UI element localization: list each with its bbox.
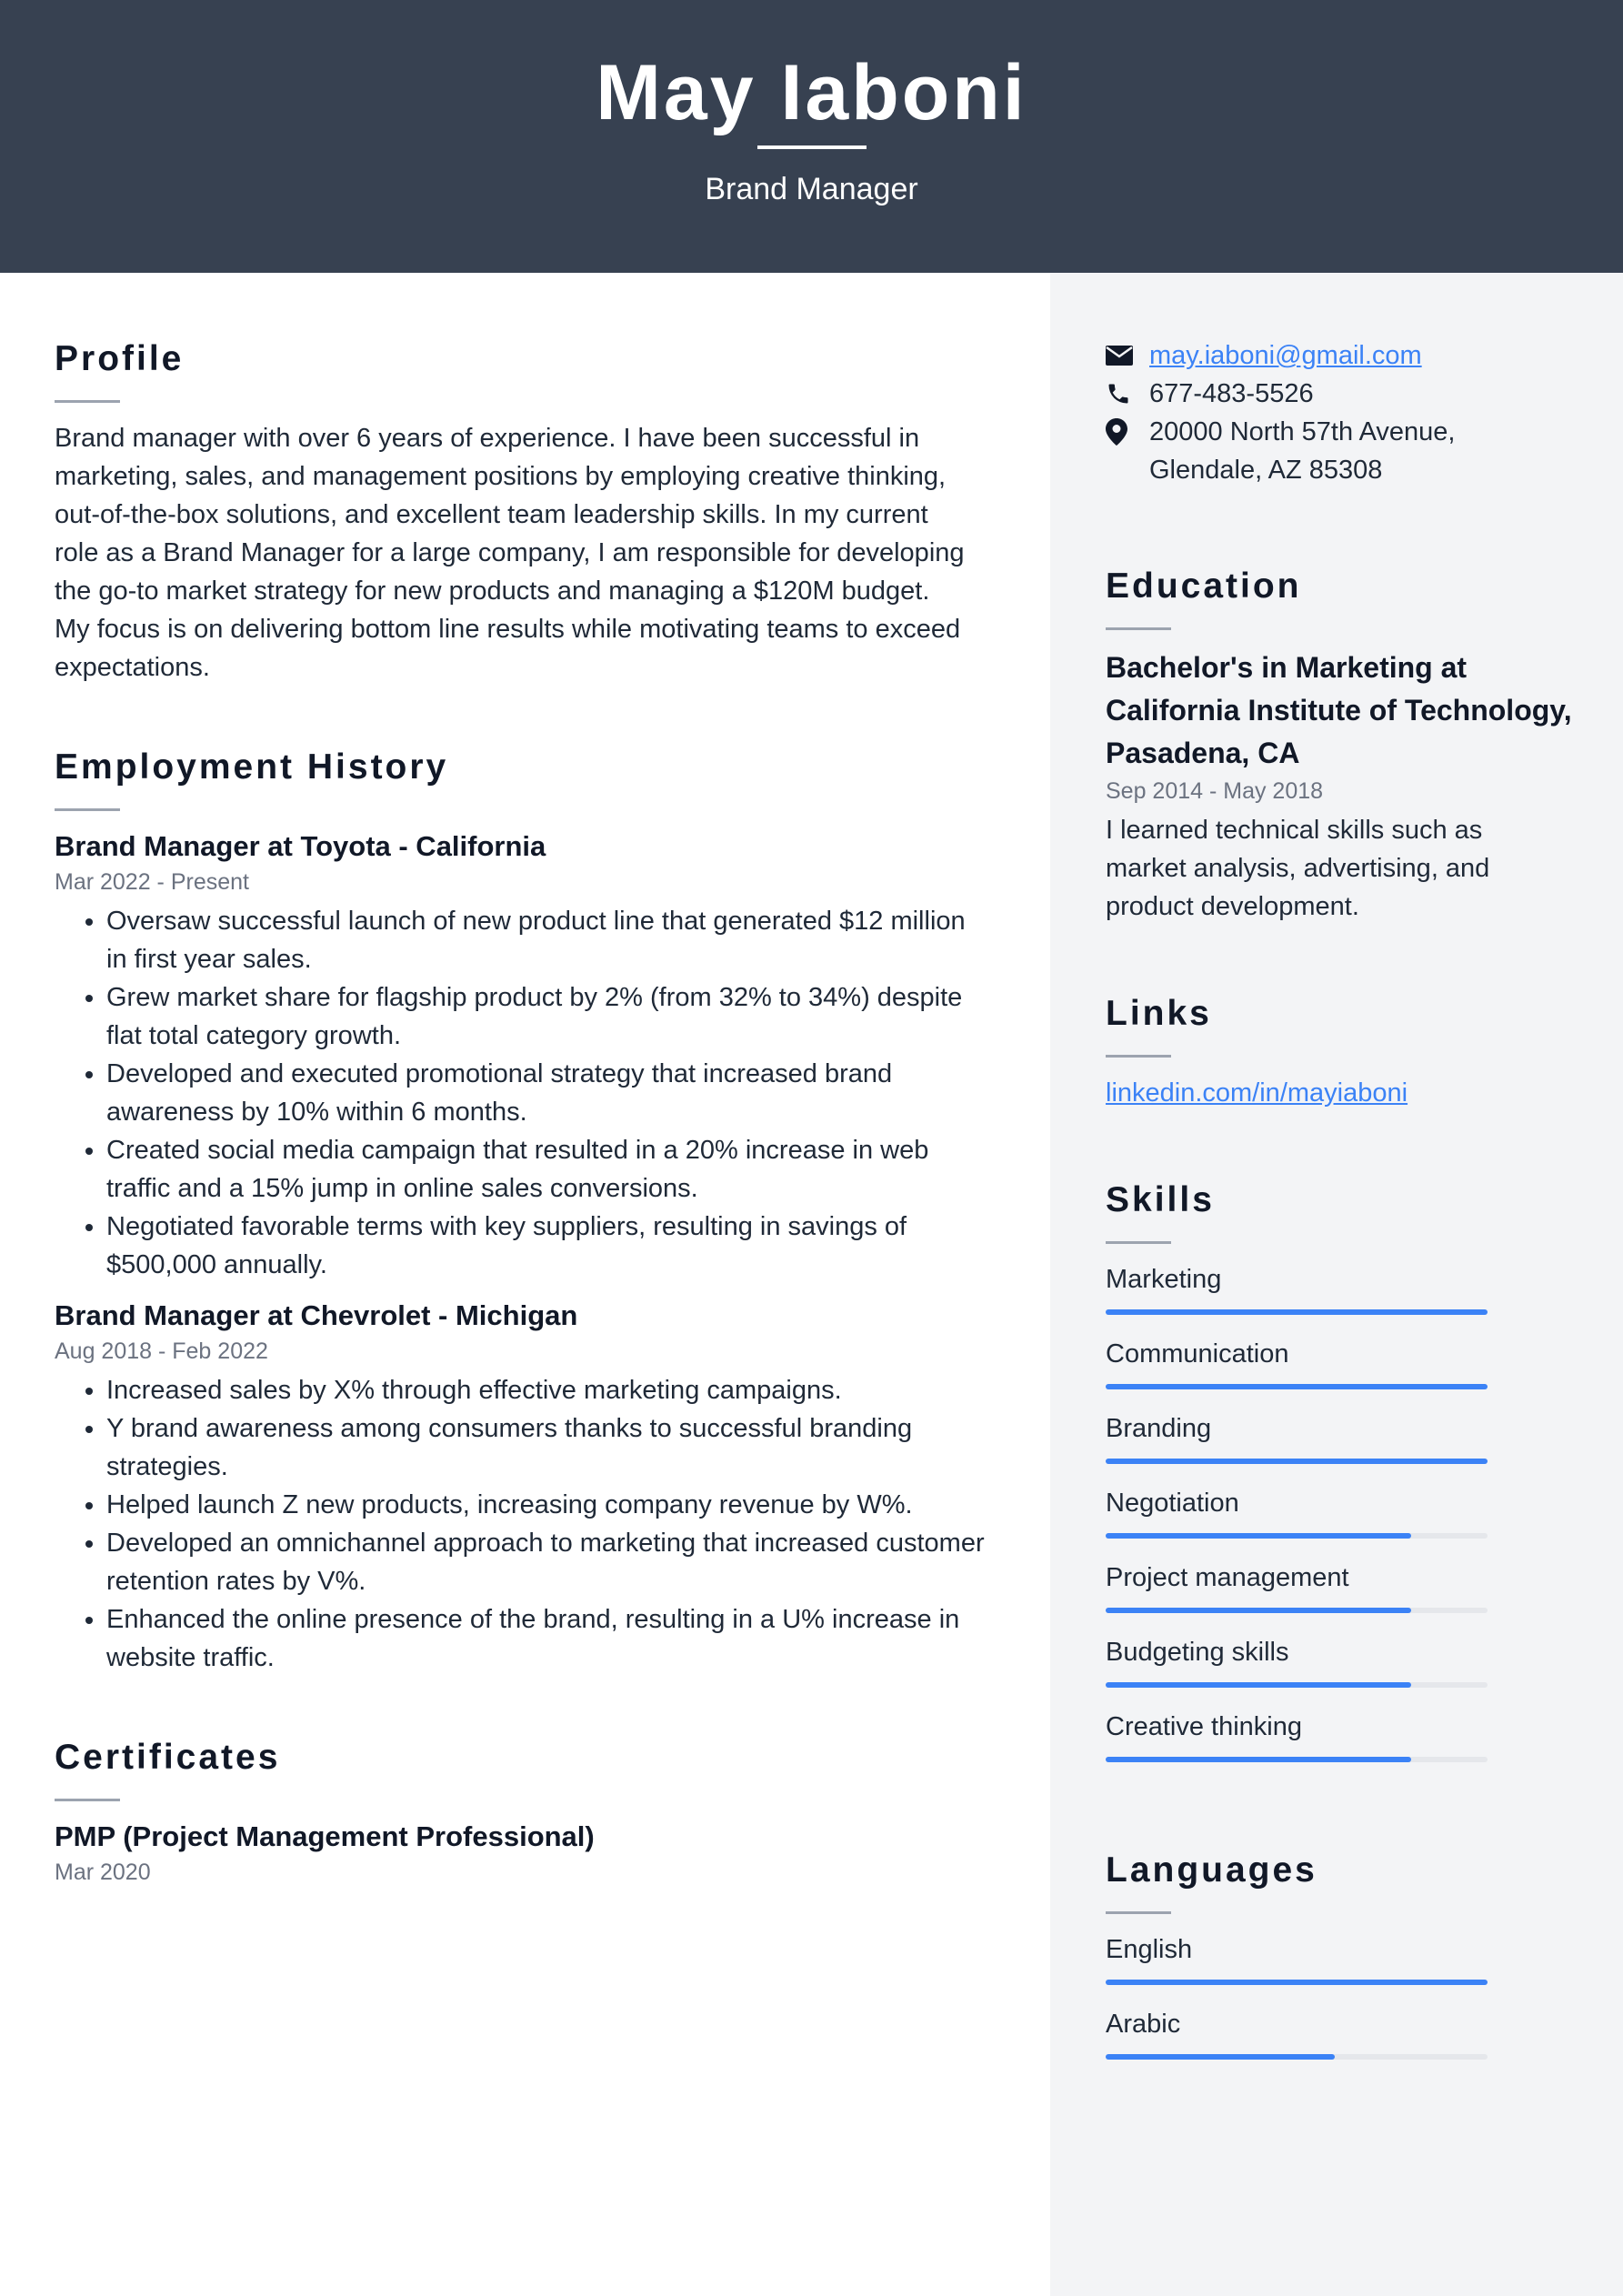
education-desc-line: I learned technical skills such as	[1106, 816, 1483, 845]
skill-item	[1106, 1409, 1588, 1464]
degree-line: California Institute of Technology,	[1106, 694, 1572, 727]
skill-bar	[1106, 1309, 1488, 1315]
header-divider	[757, 145, 867, 149]
profile-line: expectations.	[55, 653, 210, 682]
job-bullet: • Created social media campaign that resulted in a 20% increase in web traffic and a 15% jump in online sales conversions.	[106, 1131, 987, 1208]
language-item	[1106, 2005, 1588, 2060]
location-pin-icon	[1106, 413, 1149, 451]
skill-bar-fill	[1106, 1608, 1411, 1613]
envelope-icon	[1106, 336, 1149, 375]
profile-line: role as a Brand Manager for a large company, I am responsible for developing	[55, 538, 965, 567]
phone-text: 677-483-5526	[1149, 379, 1314, 408]
skill-item	[1106, 1708, 1588, 1762]
skill-label: Negotiation	[1106, 1489, 1239, 1518]
skill-label: Budgeting skills	[1106, 1638, 1289, 1667]
skill-bar-fill	[1106, 1533, 1411, 1539]
candidate-name: May Iaboni	[596, 49, 1027, 136]
education-desc-line: product development.	[1106, 892, 1359, 921]
job-bullet: • Enhanced the online presence of the brand, resulting in a U% increase in website traffic.	[106, 1600, 987, 1677]
languages-heading: Languages	[1106, 1850, 1317, 1890]
language-item	[1106, 1930, 1588, 1985]
address-text	[1149, 413, 1455, 489]
degree-line: Pasadena, CA	[1106, 737, 1300, 769]
degree-line: Bachelor's in Marketing at	[1106, 651, 1468, 684]
main-column	[55, 336, 987, 1892]
education-divider	[1106, 627, 1171, 630]
language-bar	[1106, 1980, 1488, 1985]
skill-bar-fill	[1106, 1459, 1488, 1464]
skill-label: Creative thinking	[1106, 1712, 1302, 1741]
job-entry	[55, 1297, 987, 1677]
job-entry	[55, 827, 987, 1284]
contact-address-row	[1106, 413, 1588, 489]
certificate-date: Mar 2020	[55, 1860, 151, 1885]
job-dates: Aug 2018 - Feb 2022	[55, 1338, 268, 1364]
education-desc-line: market analysis, advertising, and	[1106, 854, 1490, 883]
languages-list	[1106, 1930, 1588, 2060]
profile-line: My focus is on delivering bottom line results while motivating teams to exceed	[55, 615, 961, 644]
profile-divider	[55, 400, 120, 403]
education-entry	[1106, 647, 1588, 926]
languages-divider	[1106, 1911, 1171, 1914]
resume-header	[0, 0, 1623, 273]
skill-bar-fill	[1106, 1309, 1488, 1315]
profile-heading: Profile	[55, 339, 185, 378]
language-bar-fill	[1106, 2054, 1335, 2060]
links-heading: Links	[1106, 994, 1212, 1033]
links-divider	[1106, 1055, 1171, 1058]
job-bullets	[55, 902, 987, 1284]
certificate-name: PMP (Project Management Professional)	[55, 1820, 595, 1852]
skill-label: Communication	[1106, 1339, 1289, 1369]
job-bullet: • Y brand awareness among consumers thanks to successful branding strategies.	[106, 1409, 987, 1486]
skill-bar-fill	[1106, 1384, 1488, 1389]
skill-item	[1106, 1633, 1588, 1688]
job-title: Brand Manager at Toyota - California	[55, 830, 546, 862]
skill-bar	[1106, 1459, 1488, 1464]
address-line: Glendale, AZ 85308	[1149, 456, 1383, 485]
job-bullet: • Increased sales by X% through effective marketing campaigns.	[106, 1371, 987, 1409]
linkedin-link[interactable]: linkedin.com/in/mayiaboni	[1106, 1078, 1408, 1108]
employment-divider	[55, 808, 120, 811]
skill-label: Branding	[1106, 1414, 1212, 1443]
job-bullet: • Negotiated favorable terms with key suppliers, resulting in savings of $500,000 annually.	[106, 1208, 987, 1284]
skills-divider	[1106, 1241, 1171, 1244]
contact-phone-row	[1106, 375, 1588, 413]
job-dates: Mar 2022 - Present	[55, 869, 249, 895]
skill-bar	[1106, 1384, 1488, 1389]
phone-icon	[1106, 375, 1149, 413]
skills-heading: Skills	[1106, 1180, 1215, 1219]
candidate-job-title: Brand Manager	[705, 172, 918, 206]
certificates-heading: Certificates	[55, 1738, 281, 1777]
skill-bar	[1106, 1757, 1488, 1762]
job-title: Brand Manager at Chevrolet - Michigan	[55, 1299, 578, 1331]
certificates-divider	[55, 1799, 120, 1801]
language-bar	[1106, 2054, 1488, 2060]
contact-email-row	[1106, 336, 1588, 375]
skill-item	[1106, 1484, 1588, 1539]
education-heading: Education	[1106, 566, 1302, 606]
skill-item	[1106, 1335, 1588, 1389]
job-bullets	[55, 1371, 987, 1677]
job-bullet: • Developed an omnichannel approach to marketing that increased customer retention rates by V%.	[106, 1524, 987, 1600]
skill-bar	[1106, 1608, 1488, 1613]
job-bullet: • Developed and executed promotional strategy that increased brand awareness by 10% within 6 months.	[106, 1055, 987, 1131]
profile-line: out-of-the-box solutions, and excellent team leadership skills. In my current	[55, 500, 928, 529]
skill-label: Project management	[1106, 1563, 1349, 1592]
skill-label: Marketing	[1106, 1265, 1222, 1294]
language-bar-fill	[1106, 1980, 1488, 1985]
skills-list	[1106, 1260, 1588, 1762]
education-dates: Sep 2014 - May 2018	[1106, 778, 1324, 804]
job-bullet: • Oversaw successful launch of new product line that generated $12 million in first year sales.	[106, 902, 987, 978]
job-bullet: • Grew market share for flagship product by 2% (from 32% to 34%) despite flat total category growth.	[106, 978, 987, 1055]
skill-bar-fill	[1106, 1757, 1411, 1762]
email-link[interactable]: may.iaboni@gmail.com	[1149, 341, 1422, 370]
profile-line: the go-to market strategy for new products and managing a $120M budget.	[55, 577, 930, 606]
job-bullet: • Helped launch Z new products, increasing company revenue by W%.	[106, 1486, 987, 1524]
side-column	[1106, 336, 1588, 2080]
language-label: English	[1106, 1935, 1193, 1964]
skill-bar	[1106, 1533, 1488, 1539]
skill-bar-fill	[1106, 1682, 1411, 1688]
language-label: Arabic	[1106, 2010, 1181, 2039]
address-line: 20000 North 57th Avenue,	[1149, 417, 1456, 446]
skill-item	[1106, 1559, 1588, 1613]
profile-line: Brand manager with over 6 years of experience. I have been successful in	[55, 424, 920, 453]
employment-heading: Employment History	[55, 747, 449, 787]
skill-bar	[1106, 1682, 1488, 1688]
profile-line: marketing, sales, and management positions by employing creative thinking,	[55, 462, 947, 491]
profile-text	[55, 419, 987, 687]
contact-block	[1106, 336, 1588, 489]
skill-item	[1106, 1260, 1588, 1315]
